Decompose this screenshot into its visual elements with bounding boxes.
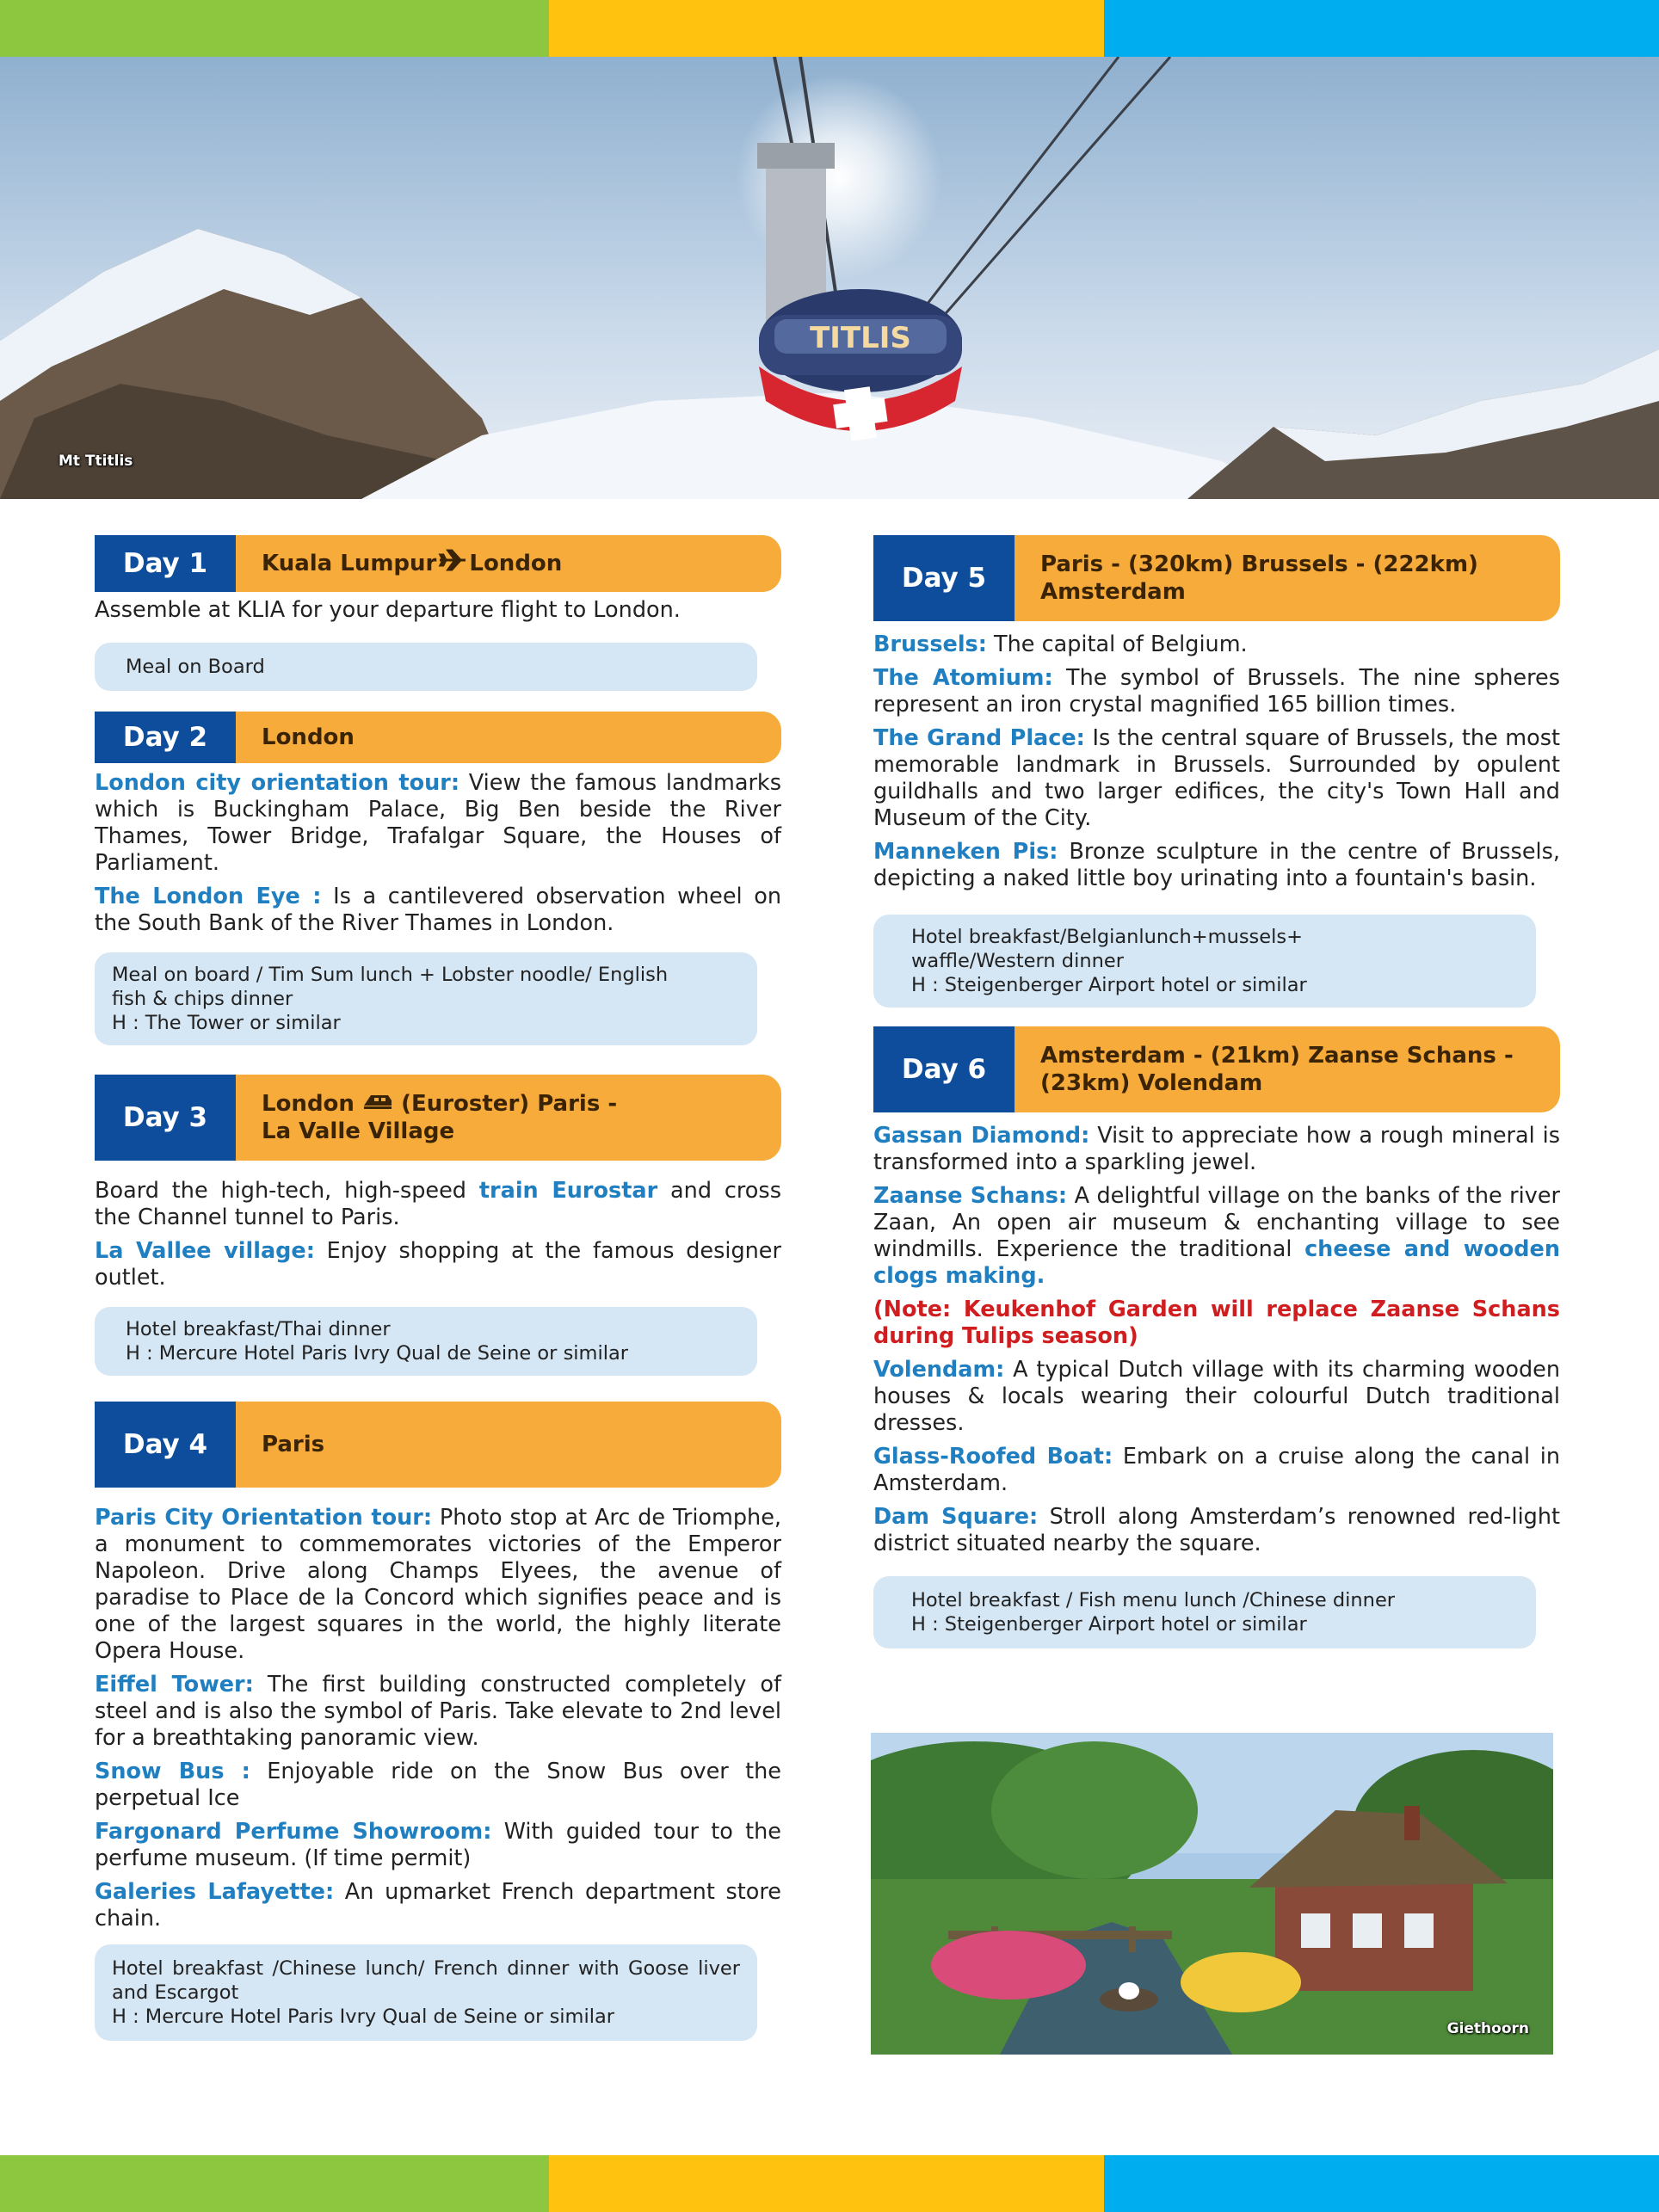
day-2-paragraph-2: [95, 884, 781, 937]
day-6-p1-text: Visit to appreciate how a rough mineral is transformed into a sparkling jewel.: [873, 1123, 1560, 1175]
day-3-meal-box: [95, 1307, 757, 1376]
day-4-paragraph-3: [95, 1759, 781, 1812]
day-6-header: [873, 1026, 1560, 1112]
day-6-meal-line-1: Hotel breakfast / Fish menu lunch /Chinese dinner: [911, 1589, 1396, 1611]
day-3-p1-text-b: and cross the Channel tunnel to Paris.: [95, 1178, 781, 1230]
day-1-section: [95, 535, 781, 691]
day-5-p3-highlight: The Grand Place:: [873, 725, 1085, 751]
day-1-title-to: London: [469, 551, 563, 576]
day-4-header: [95, 1402, 781, 1488]
day-2-meal-line-3: H : The Tower or similar: [112, 1012, 341, 1034]
day-3-title-route: (Euroster) Paris -: [401, 1091, 618, 1117]
day-6-note: (Note: Keukenhof Garden will replace Zaanse Schans during Tulips season): [873, 1297, 1560, 1349]
day-4-p2-highlight: Eiffel Tower:: [95, 1672, 254, 1698]
day-4-p3-text: Enjoyable ride on the Snow Bus over the perpetual Ice: [95, 1759, 781, 1811]
day-4-paragraph-4: [95, 1819, 781, 1872]
top-bar-green: [0, 0, 549, 57]
day-2-meal-box: [95, 952, 757, 1045]
day-6-p5-text: Stroll along Amsterdam’s renowned red-light district situated nearby the square.: [873, 1504, 1561, 1556]
day-4-p4-highlight: Fargonard Perfume Showroom:: [95, 1819, 492, 1845]
day-6-paragraph-3: [873, 1357, 1560, 1437]
day-4-p2-text: The first building constructed completely of steel and is also the symbol of Paris. Take elevate to 2nd level for a breathtaking panoramic view.: [95, 1672, 781, 1751]
day-5-meal-line-3: H : Steigenberger Airport hotel or similar: [911, 974, 1307, 996]
day-6-paragraph-2: [873, 1183, 1560, 1290]
day-1-title: [236, 535, 579, 592]
day-5-p4-text: Bronze sculpture in the centre of Brussels, depicting a naked little boy urinating into a fountain's basin.: [873, 839, 1560, 891]
day-4-meal-line-2: H : Mercure Hotel Paris Ivry Qual de Seine or similar: [112, 2006, 615, 2028]
day-6-p3-text: A typical Dutch village with its charming wooden houses & locals wearing their colourful Dutch traditional dresses.: [873, 1357, 1560, 1436]
day-3-paragraph-1: [95, 1178, 781, 1231]
day-3-title-from: London: [262, 1091, 355, 1117]
day-6-paragraph-1: [873, 1123, 1560, 1176]
day-4-p4-text: With guided tour to the perfume museum. (If time permit): [95, 1819, 781, 1871]
day-5-p4-highlight: Manneken Pis:: [873, 839, 1058, 865]
day-6-p4-text: Embark on a cruise along the canal in Amsterdam.: [873, 1444, 1561, 1496]
plane-icon: [438, 549, 467, 578]
day-2-p1-highlight: London city orientation tour:: [95, 770, 460, 796]
day-3-meal-line-1: Hotel breakfast/Thai dinner: [126, 1318, 391, 1340]
top-bar-yellow: [549, 0, 1104, 57]
day-2-meal-line-2: fish & chips dinner: [112, 988, 293, 1010]
day-5-paragraph-3: [873, 725, 1560, 832]
day-4-label: Day 4: [95, 1402, 236, 1488]
day-5-title-line-1: Paris - (320km) Brussels - (222km): [1040, 551, 1478, 577]
day-6-title-line-1: Amsterdam - (21km) Zaanse Schans -: [1040, 1043, 1514, 1069]
giethoorn-caption: Giethoorn: [1446, 2020, 1529, 2037]
day-2-title: London: [262, 724, 355, 750]
day-4-section: [95, 1402, 781, 2041]
day-6-p2-highlight-2: cheese and wooden clogs making.: [873, 1236, 1560, 1289]
day-6-p1-highlight: Gassan Diamond:: [873, 1123, 1090, 1149]
day-5-meal-box: [873, 915, 1536, 1007]
day-4-title: Paris: [262, 1432, 325, 1457]
day-2-p1-text: View the famous landmarks which is Buckingham Palace, Big Ben beside the River Thames, Tower Bridge, Trafalgar Square, the Houses of Parliament.: [95, 770, 781, 876]
day-4-paragraph-2: [95, 1672, 781, 1752]
top-bar-blue: [1104, 0, 1659, 57]
day-5-meal-line-1: Hotel breakfast/Belgianlunch+mussels+: [911, 926, 1303, 948]
day-2-section: [95, 712, 781, 1045]
day-5-p1-text: The capital of Belgium.: [986, 632, 1248, 657]
day-4-p1-text: Photo stop at Arc de Triomphe, a monument to commemorates victories of the Emperor Napoleon. Drive along Champs Elyees, the avenue of paradise to Place de la Concord which signifies peace and is one of the largest squares in the world, the highly literate Opera House.: [95, 1505, 781, 1664]
day-3-meal-line-2: H : Mercure Hotel Paris Ivry Qual de Seine or similar: [126, 1342, 629, 1365]
day-3-title: [236, 1075, 634, 1161]
day-1-meal: Meal on Board: [126, 656, 265, 678]
day-6-paragraph-4: [873, 1444, 1560, 1497]
hero-photo-mt-titlis: [0, 57, 1659, 499]
day-5-header: [873, 535, 1560, 621]
day-5-paragraph-4: [873, 839, 1560, 892]
day-2-header: [95, 712, 781, 763]
day-1-label: Day 1: [95, 535, 236, 592]
day-4-p1-highlight: Paris City Orientation tour:: [95, 1505, 433, 1531]
day-1-header: [95, 535, 781, 592]
day-5-title: [1015, 535, 1496, 621]
day-6-section: [873, 1026, 1560, 1648]
day-4-paragraph-5: [95, 1879, 781, 1932]
day-6-title-line-2: (23km) Volendam: [1040, 1070, 1263, 1096]
day-5-paragraph-2: [873, 665, 1560, 718]
day-6-title: [1015, 1026, 1531, 1112]
left-column: [95, 535, 781, 2041]
day-5-label: Day 5: [873, 535, 1015, 621]
day-5-meal-line-2: waffle/Western dinner: [911, 950, 1124, 972]
day-6-label: Day 6: [873, 1026, 1015, 1112]
bottom-bar-blue: [1104, 2155, 1659, 2212]
day-2-meal-line-1: Meal on board / Tim Sum lunch + Lobster noodle/ English: [112, 964, 669, 986]
cable-car-text: TITLIS: [810, 321, 911, 355]
bottom-color-bar: [0, 2155, 1659, 2212]
right-column: [873, 535, 1560, 1648]
day-5-p1-highlight: Brussels:: [873, 632, 987, 657]
day-5-p3-text: Is the central square of Brussels, the most memorable landmark in Brussels. Surrounded by opulent guildhalls and two larger edifices, the city's Town Hall and Museum of the City.: [873, 725, 1561, 831]
day-3-p1-text-a: Board the high-tech, high-speed: [95, 1178, 479, 1204]
top-color-bar: [0, 0, 1659, 57]
day-3-p2-highlight: La Vallee village:: [95, 1238, 315, 1264]
day-1-meal-box: [95, 643, 757, 691]
day-6-p3-highlight: Volendam:: [873, 1357, 1005, 1383]
day-3-header: [95, 1075, 781, 1161]
day-6-p5-highlight: Dam Square:: [873, 1504, 1039, 1530]
bottom-bar-green: [0, 2155, 549, 2212]
day-5-section: [873, 535, 1560, 1007]
day-4-p5-highlight: Galeries Lafayette:: [95, 1879, 335, 1905]
day-4-p5-text: An upmarket French department store chain.: [95, 1879, 781, 1932]
day-2-label: Day 2: [95, 712, 236, 763]
train-icon: [362, 1090, 393, 1118]
hero-caption: Mt Ttitlis: [59, 453, 133, 470]
day-6-p2-text: A delightful village on the banks of the river Zaan, An open air museum & enchanting village to see windmills. Experience the traditional: [873, 1183, 1561, 1262]
day-2-paragraph-1: [95, 770, 781, 877]
day-6-p2-highlight: Zaanse Schans:: [873, 1183, 1068, 1209]
day-4-meal-box: [95, 1944, 757, 2041]
day-6-meal-line-2: H : Steigenberger Airport hotel or similar: [911, 1613, 1307, 1636]
day-2-p2-highlight: The London Eye :: [95, 884, 322, 909]
day-3-p2-text: Enjoy shopping at the famous designer outlet.: [95, 1238, 781, 1291]
day-4-p3-highlight: Snow Bus :: [95, 1759, 250, 1784]
day-5-p2-highlight: The Atomium:: [873, 665, 1053, 691]
day-3-section: [95, 1075, 781, 1376]
day-5-p2-text: The symbol of Brussels. The nine spheres represent an iron crystal magnified 165 billion times.: [873, 665, 1560, 718]
giethoorn-photo: [871, 1733, 1553, 2055]
day-6-paragraph-5: [873, 1504, 1560, 1557]
day-3-title-line-2: La Valle Village: [262, 1118, 455, 1144]
bottom-bar-yellow: [549, 2155, 1104, 2212]
day-1-title-from: Kuala Lumpur: [262, 551, 437, 576]
day-1-paragraph: Assemble at KLIA for your departure flight to London.: [95, 597, 681, 623]
day-5-title-line-2: Amsterdam: [1040, 579, 1186, 605]
day-5-paragraph-1: [873, 632, 1560, 658]
day-3-p1-highlight: train Eurostar: [478, 1178, 658, 1204]
day-2-p2-text: Is a cantilevered observation wheel on the South Bank of the River Thames in London.: [95, 884, 781, 936]
day-3-label: Day 3: [95, 1075, 236, 1161]
day-6-meal-box: [873, 1576, 1536, 1648]
day-4-meal-line-1: Hotel breakfast /Chinese lunch/ French dinner with Goose liver and Escargot: [112, 1957, 740, 2004]
day-4-paragraph-1: [95, 1505, 781, 1665]
day-3-paragraph-2: [95, 1238, 781, 1291]
day-6-p4-highlight: Glass-Roofed Boat:: [873, 1444, 1113, 1470]
